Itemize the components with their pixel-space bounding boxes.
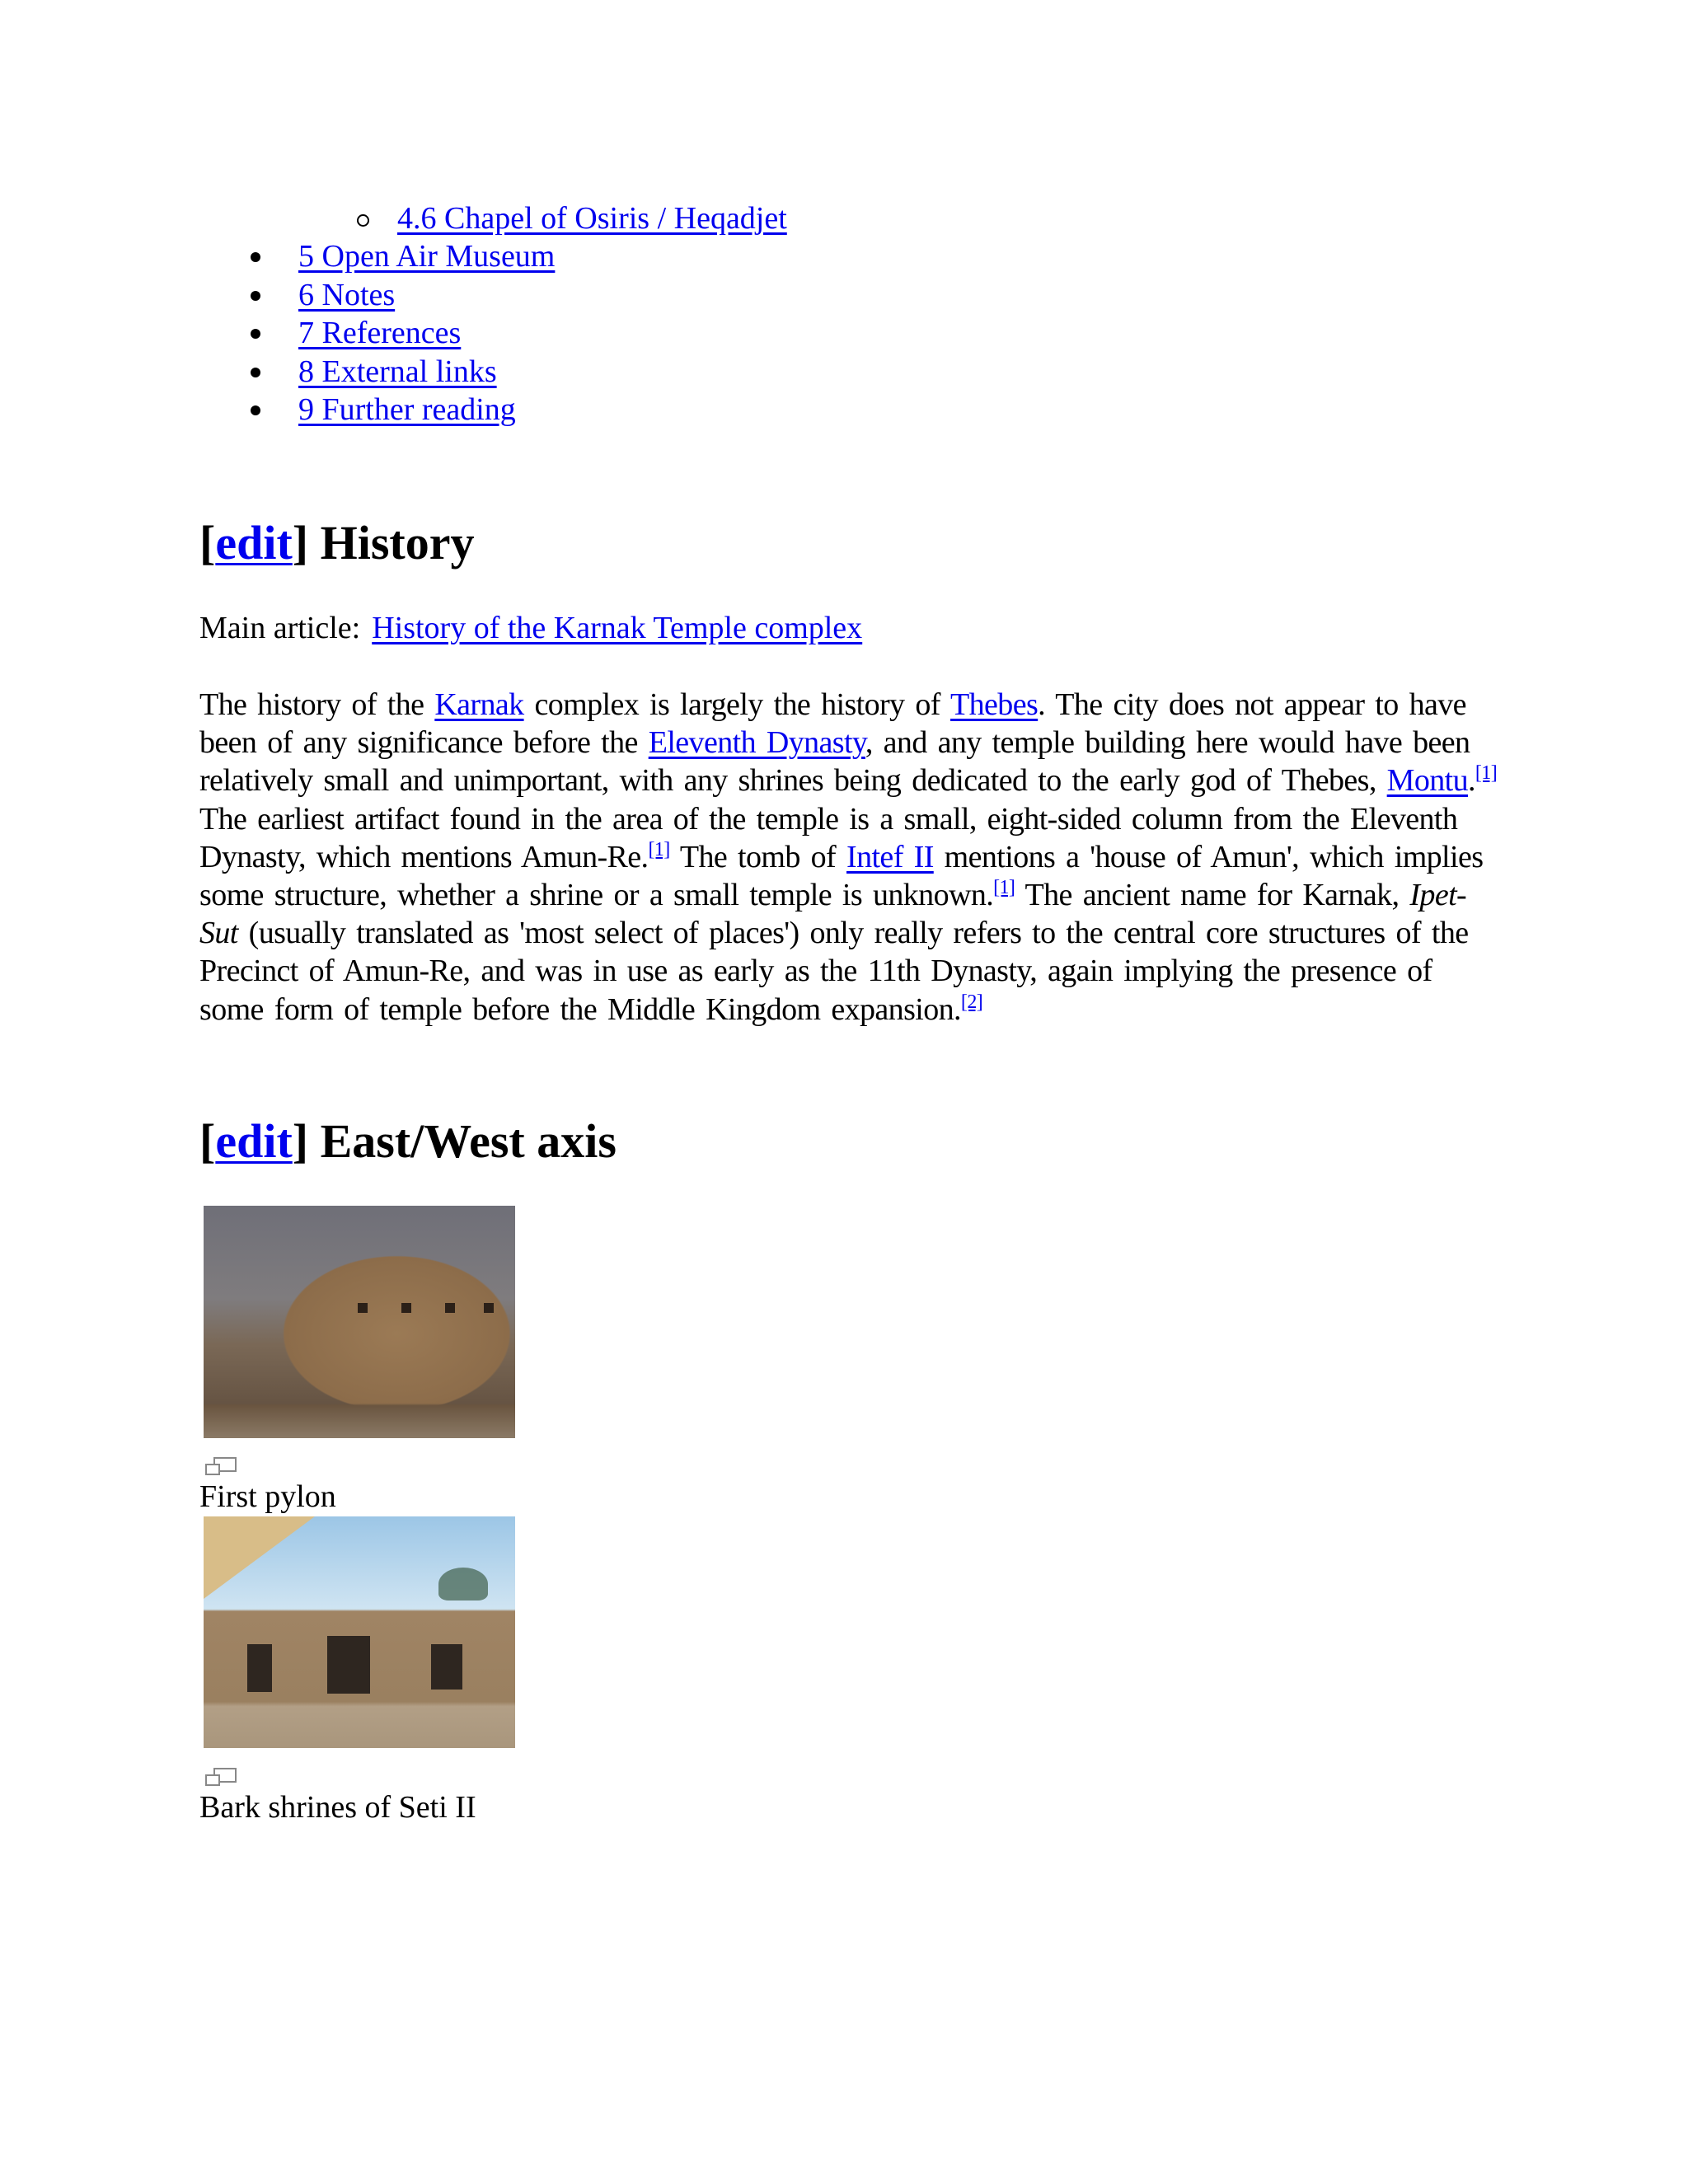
toc-link-external-links[interactable]: 8 External links [298,354,497,389]
text: The earliest artifact found in the area of the temple is a small, eight-sided column from the Eleventh Dynasty, which mentions Amun-Re. [199,801,1458,874]
link-karnak[interactable]: Karnak [434,687,524,722]
toc-link-references[interactable]: 7 References [298,316,462,350]
enlarge-icon[interactable] [205,1457,235,1475]
toc-link-notes[interactable]: 6 Notes [298,278,396,312]
door-detail [327,1636,370,1694]
edit-link[interactable]: edit [215,1114,293,1168]
text: mentions a 'house of Amun', which implies some structure, whether a shrine or a small temple is unknown. [199,839,1484,913]
italic-term: Ipet-Sut [199,878,1467,951]
link-montu[interactable]: Montu [1386,763,1468,799]
link-thebes[interactable]: Thebes [950,687,1039,722]
bullet-icon [251,329,260,339]
link-intef-ii[interactable]: Intef II [846,839,934,874]
text: complex is largely the history of [523,687,951,722]
bullet-icon [251,405,260,415]
door-detail [247,1644,272,1692]
history-paragraph [199,686,1502,1029]
citation-link[interactable]: [1] [648,838,670,860]
text: , and any temple building here would have been relatively small and unimportant, with any shrines being dedicated to the early god of Thebes, [199,725,1470,799]
citation-link[interactable]: [1] [993,877,1015,899]
palm-detail [438,1568,488,1601]
main-article-label: Main article: [199,611,361,645]
door-detail [431,1644,462,1690]
text: . The city does not appear to have been of any significance before the [199,687,1466,761]
text: . [1468,763,1475,799]
link-eleventh-dynasty[interactable]: Eleventh Dynasty [648,725,865,761]
heading-title: History [320,516,475,569]
first-pylon-image[interactable] [204,1206,515,1438]
enlarge-icon[interactable] [205,1768,235,1786]
toc-link-chapel-of-osiris[interactable]: 4.6 Chapel of Osiris / Heqadjet [397,201,787,236]
figure-caption: First pylon [199,1479,336,1514]
toc-link-further-reading[interactable]: 9 Further reading [298,392,516,427]
text: (usually translated as 'most select of places') only really refers to the central core structures of the Precinct of Amun-Re, and was in use as early as the 11th Dynasty, again implying the presence of some form of temple before the Middle Kingdom expansion. [199,916,1469,1027]
bark-shrines-image[interactable] [204,1516,515,1748]
pylon-detail [204,1516,315,1599]
window-detail [358,1303,368,1313]
main-article-link[interactable]: History of the Karnak Temple complex [372,611,863,645]
section-heading-history: [edit] History [199,516,475,569]
figure-caption: Bark shrines of Seti II [199,1790,476,1825]
text: The ancient name for Karnak, [1015,878,1410,913]
text: The tomb of [669,839,847,874]
circle-bullet-icon [357,214,369,227]
text: The history of the [199,687,435,722]
window-detail [401,1303,411,1313]
edit-link[interactable]: edit [215,516,293,569]
window-detail [445,1303,455,1313]
main-article-note [199,610,862,646]
citation-link[interactable]: [2] [960,991,983,1013]
toc-link-open-air-museum[interactable]: 5 Open Air Museum [298,239,556,274]
citation-link[interactable]: [1] [1475,762,1498,785]
bullet-icon [251,252,260,262]
bullet-icon [251,291,260,301]
heading-title: East/West axis [320,1114,617,1168]
bullet-icon [251,368,260,377]
section-heading-east-west-axis: [edit] East/West axis [199,1114,617,1168]
window-detail [484,1303,494,1313]
